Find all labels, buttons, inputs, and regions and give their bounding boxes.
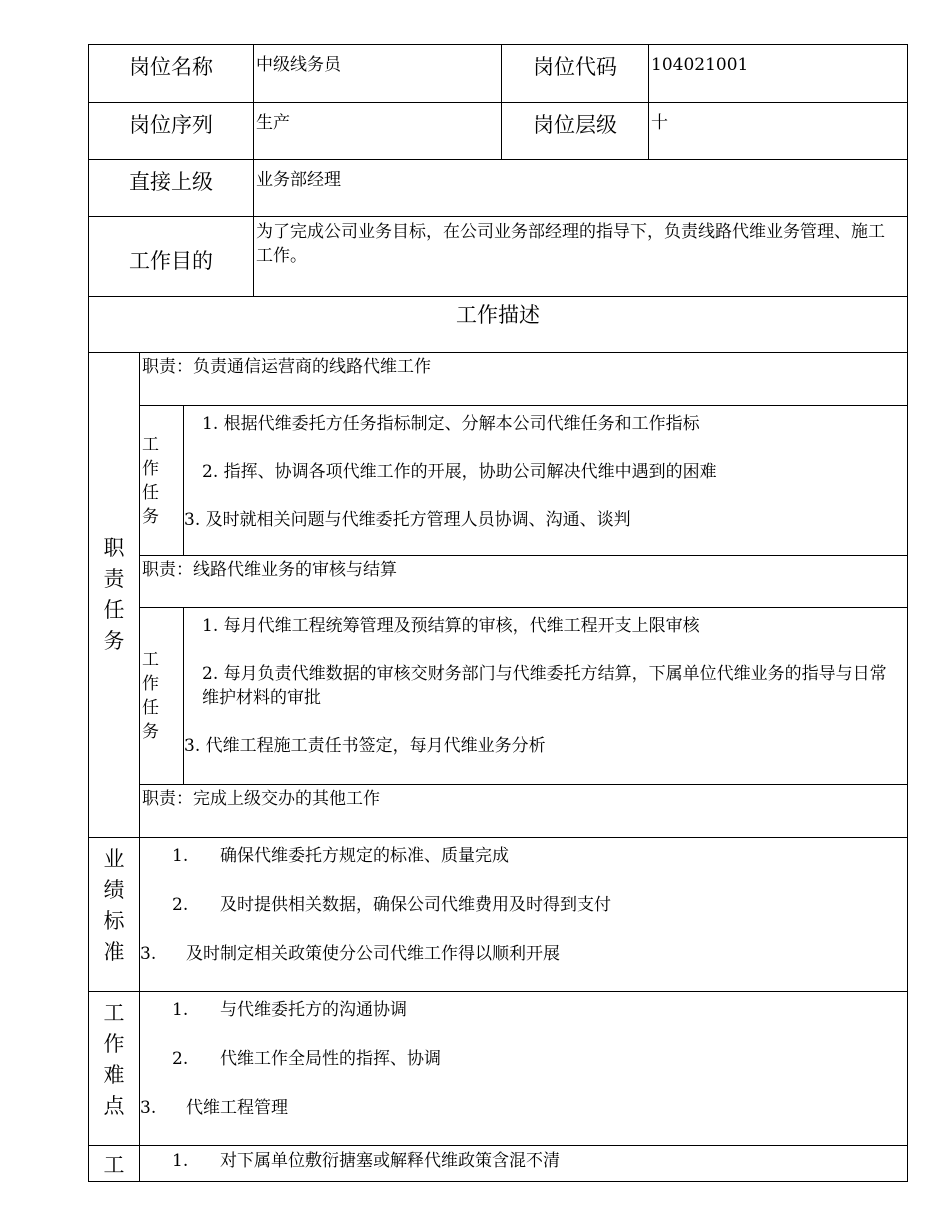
row-superior — [89, 160, 908, 217]
performance-label: 业 绩 标 准 — [89, 838, 140, 992]
duty-title: 职责：完成上级交办的其他工作 — [140, 785, 908, 838]
task-row — [89, 608, 908, 785]
task-item: 2. 每月负责代维数据的审核交财务部门与代维委托方结算，下属单位代维业务的指导与日常维护材料的审批 — [202, 664, 887, 708]
task-item: 2. 指挥、协调各项代维工作的开展，协助公司解决代维中遇到的困难 — [202, 462, 717, 482]
job-description-table — [88, 44, 908, 1182]
duty-row — [89, 353, 908, 406]
task-label: 工 作 任 务 — [140, 406, 184, 556]
row-description-title — [89, 297, 908, 353]
task-label: 工 作 任 务 — [140, 608, 184, 785]
list-item: 1. 确保代维委托方规定的标准、质量完成 — [172, 846, 509, 866]
performance-row — [89, 838, 908, 992]
difficulties-row — [89, 992, 908, 1146]
position-sequence-label: 岗位序列 — [89, 103, 254, 160]
difficulties-list — [140, 992, 908, 1146]
row-purpose — [89, 217, 908, 297]
last-list — [140, 1146, 908, 1182]
description-title: 工作描述 — [89, 297, 908, 353]
duty-row — [89, 785, 908, 838]
task-item: 3. 及时就相关问题与代维委托方管理人员协调、沟通、谈判 — [184, 510, 631, 530]
task-list — [184, 608, 908, 785]
last-label: 工 — [89, 1146, 140, 1182]
list-item: 2. 代维工作全局性的指挥、协调 — [172, 1049, 441, 1069]
purpose-value: 为了完成公司业务目标，在公司业务部经理的指导下，负责线路代维业务管理、施工工作。 — [254, 217, 908, 297]
duty-title: 职责：线路代维业务的审核与结算 — [140, 556, 908, 608]
duty-row — [89, 556, 908, 608]
task-list — [184, 406, 908, 556]
row-position-sequence — [89, 103, 908, 160]
task-row — [89, 406, 908, 556]
performance-list — [140, 838, 908, 992]
row-position-name — [89, 45, 908, 103]
difficulties-label: 工 作 难 点 — [89, 992, 140, 1146]
list-item: 3. 及时制定相关政策使分公司代维工作得以顺利开展 — [140, 944, 560, 964]
position-name-value: 中级线务员 — [254, 45, 502, 103]
superior-label: 直接上级 — [89, 160, 254, 217]
last-row — [89, 1146, 908, 1182]
position-name-label: 岗位名称 — [89, 45, 254, 103]
position-sequence-value: 生产 — [254, 103, 502, 160]
list-item: 1. 与代维委托方的沟通协调 — [172, 1000, 407, 1020]
list-item: 3. 代维工程管理 — [140, 1098, 288, 1118]
list-item: 2. 及时提供相关数据，确保公司代维费用及时得到支付 — [172, 895, 611, 915]
task-item: 3. 代维工程施工责任书签定，每月代维业务分析 — [184, 736, 546, 756]
task-item: 1. 每月代维工程统筹管理及预结算的审核，代维工程开支上限审核 — [202, 616, 700, 636]
duty-title: 职责：负责通信运营商的线路代维工作 — [140, 353, 908, 406]
task-item: 1. 根据代维委托方任务指标制定、分解本公司代维任务和工作指标 — [202, 414, 700, 434]
position-code-value: 104021001 — [649, 45, 908, 103]
superior-value: 业务部经理 — [254, 160, 908, 217]
list-item: 1. 对下属单位敷衍搪塞或解释代维政策含混不清 — [172, 1151, 560, 1171]
duties-label: 职 责 任 务 — [89, 353, 140, 838]
position-level-value: 十 — [649, 103, 908, 160]
purpose-label: 工作目的 — [89, 217, 254, 297]
position-level-label: 岗位层级 — [502, 103, 649, 160]
position-code-label: 岗位代码 — [502, 45, 649, 103]
